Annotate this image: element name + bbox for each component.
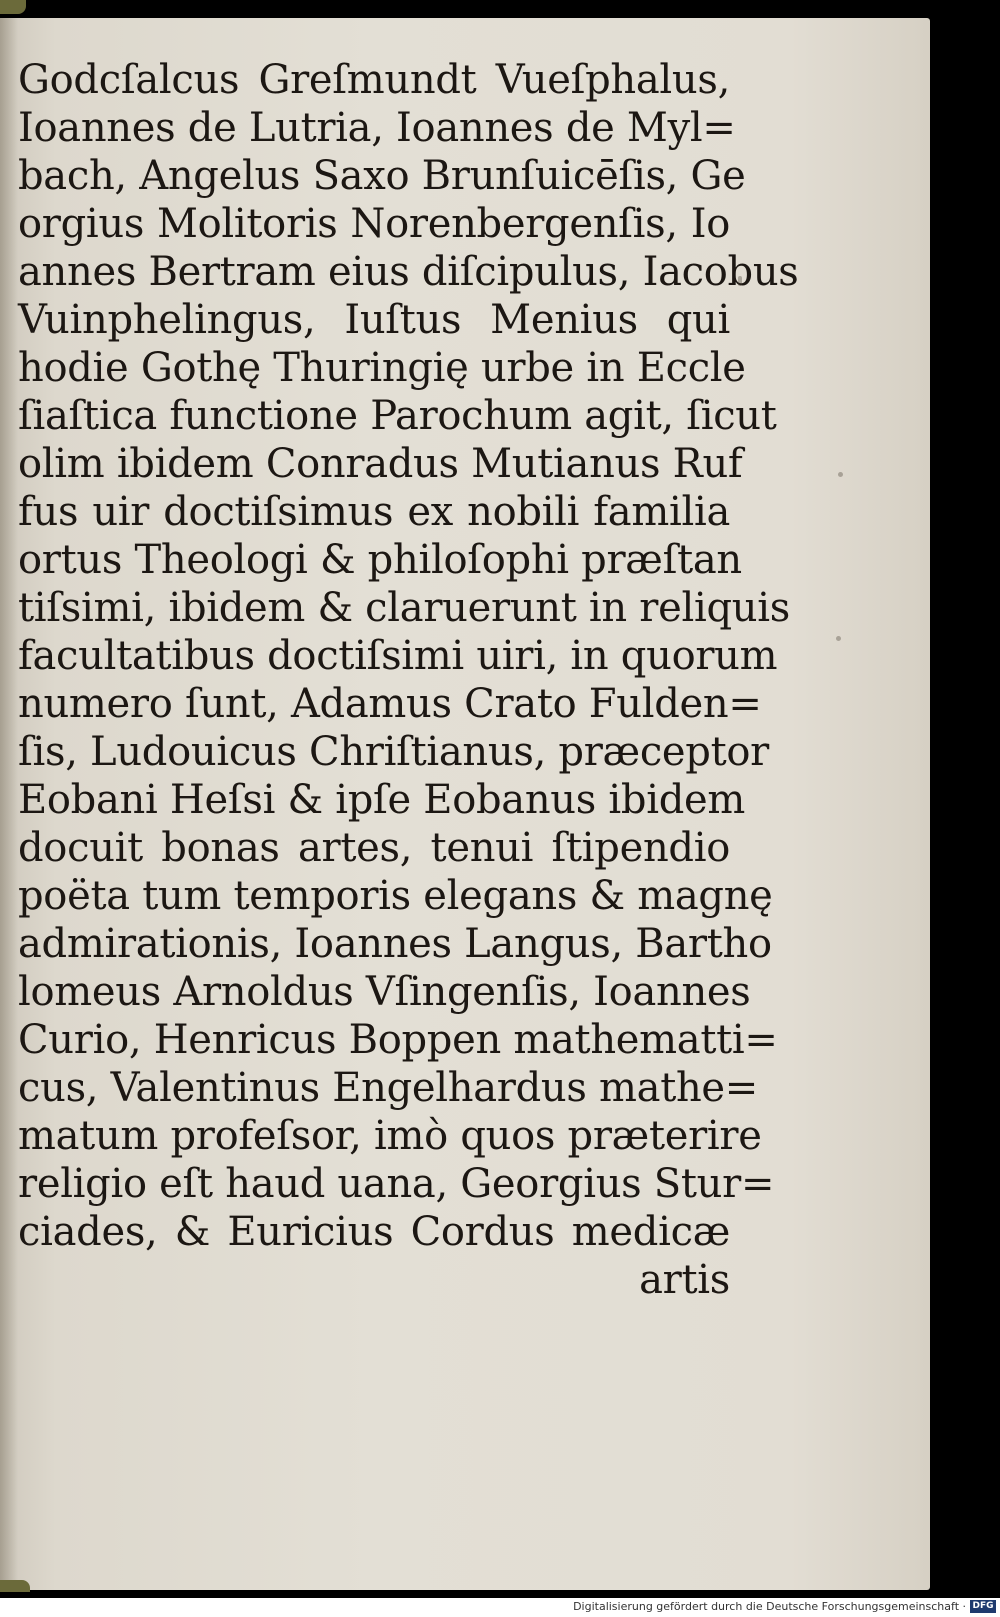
text-line: Ioannes de Lutria, Ioannes de Myl= [18,105,736,151]
text-line: admirationis, Ioannes Langus, Bartho [18,921,772,967]
gutter-shadow [0,18,18,1590]
digitization-credit: Digitalisierung gefördert durch die Deutsche Forschungsgemeinschaft · [573,1600,966,1613]
text-line: bach, Angelus Saxo Brunſuicēſis, Ge [18,153,746,199]
text-line: lomeus Arnoldus Vſingenſis, Ioannes [18,969,751,1015]
paper-speck [738,276,742,286]
text-line: religio eſt haud uana, Georgius Stur= [18,1161,775,1207]
paper-speck [838,472,843,477]
text-line: matum profeſsor, imò quos præterire [18,1113,762,1159]
binding-thread-bottom [0,1580,30,1592]
text-line: ſiaſtica functione Parochum agit, ſicut [18,393,777,439]
text-line: ortus Theologi & philoſophi præſtan [18,537,742,583]
text-line: Godcſalcus Greſmundt Vueſphalus, [18,57,730,103]
text-line: ciades, & Euricius Cordus medicæ [18,1209,730,1255]
text-line: cus, Valentinus Engelhardus mathe= [18,1065,759,1111]
page-text-block [18,56,799,1304]
text-line: poëta tum temporis elegans & magnę [18,873,773,919]
text-line: fus uir doctiſsimus ex nobili familia [18,489,730,535]
text-line: olim ibidem Conradus Mutianus Ruf [18,441,743,487]
text-line: hodie Gothę Thuringię urbe in Eccle [18,345,746,391]
text-line: Eobani Heſsi & ipſe Eobanus ibidem [18,777,746,823]
text-line: numero ſunt, Adamus Crato Fulden= [18,681,762,727]
text-line: docuit bonas artes, tenui ſtipendio [18,825,730,871]
text-line: Curio, Henricus Boppen mathematti= [18,1017,778,1063]
binding-thread-top [0,0,26,14]
paper-speck [836,636,841,641]
catchword: artis [639,1257,730,1303]
text-line: facultatibus doctiſsimi uiri, in quorum [18,633,778,679]
text-line: orgius Molitoris Norenbergenſis, Io [18,201,730,247]
dfg-logo-icon: DFG [970,1600,996,1613]
text-line: Vuinphelingus, Iuſtus Menius qui [18,297,730,343]
text-line: ſis, Ludouicus Chriſtianus, præceptor [18,729,769,775]
text-line: annes Bertram eius diſcipulus, Iacobus [18,249,799,295]
text-line: tiſsimi, ibidem & claruerunt in reliquis [18,585,790,631]
